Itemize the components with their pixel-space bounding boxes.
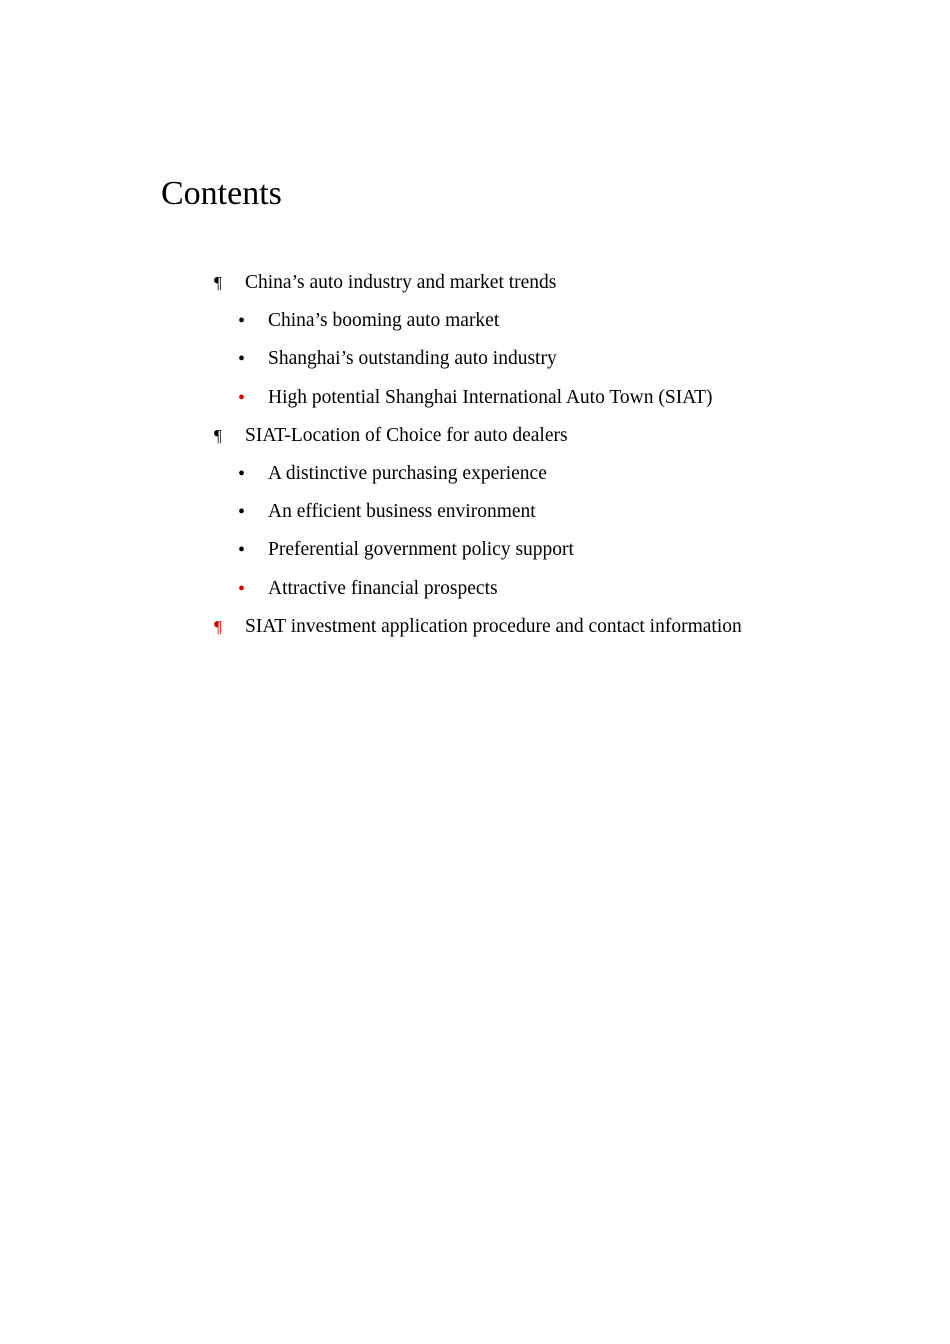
toc-item-siat-potential (0, 379, 950, 417)
toc-section-label: SIAT investment application procedure and contact information (245, 615, 742, 637)
toc-item-booming-market (0, 302, 950, 340)
pilcrow-icon: ¶ (214, 616, 222, 636)
toc-item-business-environment (0, 493, 950, 531)
bullet-icon: • (238, 348, 246, 371)
toc-section-label: SIAT-Location of Choice for auto dealers (245, 424, 568, 446)
page-title: Contents (161, 175, 282, 212)
bullet-icon: • (238, 310, 246, 333)
toc-section-investment-procedure (0, 608, 950, 646)
toc-item-label: Shanghai’s outstanding auto industry (268, 348, 557, 370)
toc-item-shanghai-industry (0, 340, 950, 378)
bullet-icon: • (238, 386, 246, 409)
toc-item-financial-prospects (0, 570, 950, 608)
table-of-contents (0, 264, 950, 646)
toc-item-label: High potential Shanghai International Auto Town (SIAT) (268, 386, 713, 408)
pilcrow-icon: ¶ (214, 273, 222, 292)
bullet-icon: • (238, 539, 246, 562)
toc-item-label: Preferential government policy support (268, 539, 574, 561)
bullet-icon: • (238, 462, 246, 485)
toc-item-label: A distinctive purchasing experience (268, 462, 547, 484)
toc-section-label: China’s auto industry and market trends (245, 272, 557, 293)
bullet-icon: • (238, 577, 246, 600)
toc-item-policy-support (0, 531, 950, 569)
toc-section-auto-industry (0, 264, 950, 302)
bullet-icon: • (238, 501, 246, 524)
toc-item-label: An efficient business environment (268, 501, 536, 523)
toc-item-label: Attractive financial prospects (268, 577, 498, 599)
toc-section-location-of-choice (0, 417, 950, 455)
pilcrow-icon: ¶ (214, 425, 222, 445)
toc-item-label: China’s booming auto market (268, 310, 500, 332)
toc-item-purchasing-experience (0, 455, 950, 493)
